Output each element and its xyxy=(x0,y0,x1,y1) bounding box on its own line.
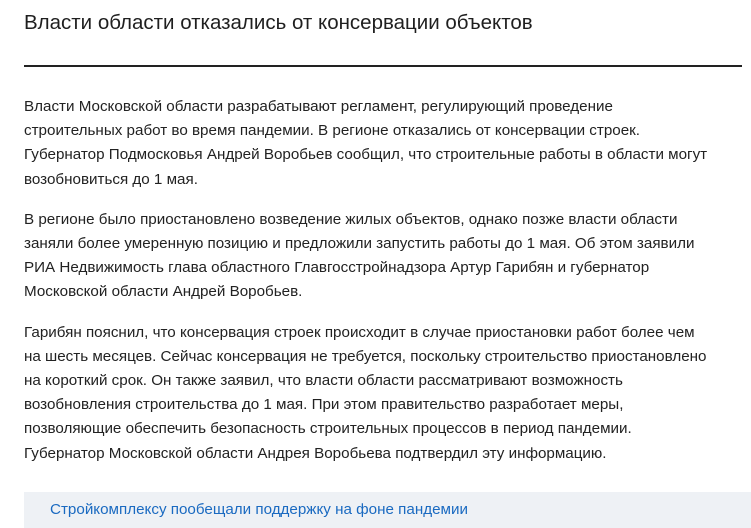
paragraph-line: В регионе было приостановлено возведение жилых объектов, однако позже власти области xyxy=(24,210,678,228)
paragraph-line: строительных работ во время пандемии. В регионе отказались от консервации строек. xyxy=(24,122,641,140)
article-title: Власти области отказались от консервации объектов xyxy=(24,11,533,34)
paragraph-line: Московской области Андрей Воробьев. xyxy=(24,283,303,301)
paragraph-line: позволяющие обеспечить безопасность строительных процессов в период пандемии. xyxy=(24,420,632,438)
paragraph-line: на шесть месяцев. Сейчас консервация не требуется, поскольку строительство приостановлено xyxy=(24,347,707,365)
paragraph-3 xyxy=(24,321,746,466)
article-body xyxy=(24,95,746,482)
paragraph-2 xyxy=(24,208,746,305)
paragraph-line: Гарибян пояснил, что консервация строек происходит в случае приостановки работ более чем xyxy=(24,323,695,341)
paragraph-line: РИА Недвижимость глава областного Главгосстройнадзора Артур Гарибян и губернатор xyxy=(24,259,650,277)
paragraph-line: Губернатор Подмосковья Андрей Воробьев сообщил, что строительные работы в области могут xyxy=(24,146,708,164)
title-divider xyxy=(24,65,742,67)
paragraph-line: Власти Московской области разрабатывают регламент, регулирующий проведение xyxy=(24,98,613,115)
paragraph-line: возобновиться до 1 мая. xyxy=(24,170,198,188)
paragraph-line: на короткий срок. Он также заявил, что власти области рассматривают возможность xyxy=(24,372,623,390)
related-article-box xyxy=(24,492,751,528)
related-article-link[interactable]: Стройкомплексу пообещали поддержку на фоне пандемии xyxy=(50,501,468,518)
paragraph-line: Губернатор Московской области Андрея Воробьева подтвердил эту информацию. xyxy=(24,444,607,462)
paragraph-1 xyxy=(24,95,746,192)
paragraph-line: возобновления строительства до 1 мая. При этом правительство разработает меры, xyxy=(24,396,624,414)
paragraph-line: заняли более умеренную позицию и предложили запустить работы до 1 мая. Об этом заявили xyxy=(24,235,695,253)
